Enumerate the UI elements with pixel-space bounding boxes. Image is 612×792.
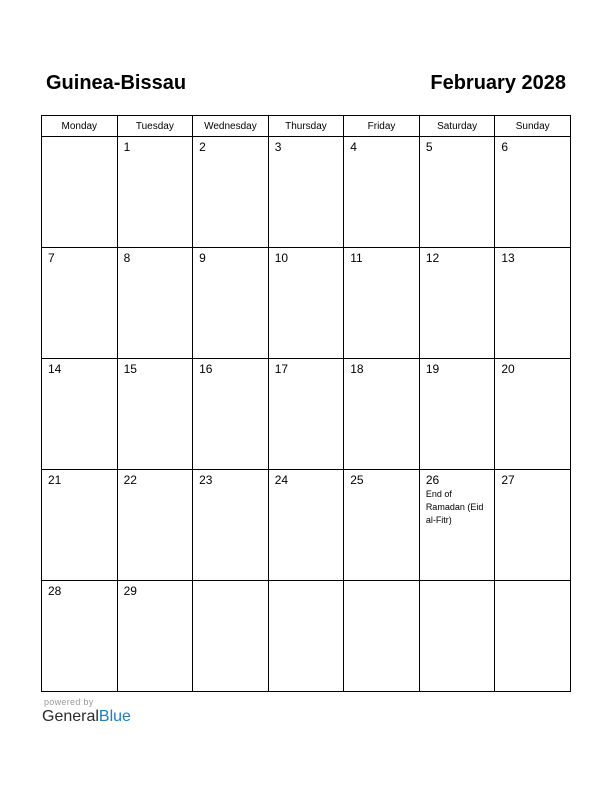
weekday-header: Thursday bbox=[268, 116, 344, 137]
generalblue-logo[interactable] bbox=[42, 708, 131, 726]
day-cell bbox=[344, 470, 420, 581]
weekday-header: Friday bbox=[344, 116, 420, 137]
day-number: 2 bbox=[199, 140, 206, 154]
day-number: 26 bbox=[425, 473, 440, 487]
day-cell bbox=[268, 581, 344, 692]
day-cell bbox=[117, 581, 193, 692]
week-row bbox=[42, 137, 571, 248]
day-number: 10 bbox=[274, 251, 289, 265]
day-cell bbox=[42, 137, 118, 248]
day-number: 3 bbox=[274, 140, 282, 154]
day-number bbox=[42, 137, 117, 140]
day-cell bbox=[117, 137, 193, 248]
day-number: 17 bbox=[274, 362, 289, 376]
day-number: 22 bbox=[123, 473, 137, 487]
day-number: 28 bbox=[48, 584, 62, 598]
weekday-header: Tuesday bbox=[117, 116, 193, 137]
week-row bbox=[42, 248, 571, 359]
day-number: 24 bbox=[274, 473, 289, 487]
powered-by-label: powered by bbox=[44, 697, 94, 707]
day-cell bbox=[344, 581, 420, 692]
day-number: 27 bbox=[501, 473, 515, 487]
day-cell bbox=[268, 248, 344, 359]
day-cell bbox=[495, 137, 571, 248]
day-cell bbox=[344, 137, 420, 248]
calendar-grid bbox=[41, 115, 571, 692]
day-cell bbox=[419, 470, 495, 581]
day-number: 7 bbox=[48, 251, 55, 265]
day-number: 15 bbox=[123, 362, 137, 376]
day-cell bbox=[117, 248, 193, 359]
day-cell bbox=[42, 248, 118, 359]
day-number: 4 bbox=[350, 140, 357, 154]
day-cell bbox=[193, 137, 269, 248]
day-number: 1 bbox=[123, 140, 131, 154]
day-cell bbox=[419, 581, 495, 692]
day-cell bbox=[495, 359, 571, 470]
day-number: 19 bbox=[425, 362, 440, 376]
day-cell bbox=[495, 470, 571, 581]
weekday-header: Sunday bbox=[495, 116, 571, 137]
holiday-event: End of Ramadan (Eid al-Fitr) bbox=[425, 489, 484, 525]
day-number: 25 bbox=[350, 473, 364, 487]
day-number: 12 bbox=[425, 251, 440, 265]
day-number: 11 bbox=[350, 251, 363, 265]
month-year-title: February 2028 bbox=[430, 72, 566, 94]
weekday-header-row bbox=[42, 116, 571, 137]
day-cell bbox=[193, 581, 269, 692]
day-number: 23 bbox=[199, 473, 213, 487]
day-cell bbox=[495, 248, 571, 359]
day-number bbox=[495, 581, 570, 584]
day-cell bbox=[193, 359, 269, 470]
weekday-header: Monday bbox=[42, 116, 118, 137]
day-cell bbox=[268, 359, 344, 470]
week-row bbox=[42, 359, 571, 470]
day-cell bbox=[117, 470, 193, 581]
day-number: 16 bbox=[199, 362, 213, 376]
day-cell bbox=[419, 248, 495, 359]
day-number: 21 bbox=[48, 473, 62, 487]
day-number bbox=[193, 581, 268, 584]
day-cell bbox=[42, 470, 118, 581]
day-number: 13 bbox=[501, 251, 515, 265]
day-cell bbox=[193, 470, 269, 581]
weekday-header: Wednesday bbox=[193, 116, 269, 137]
footer-branding bbox=[42, 697, 131, 726]
day-number: 6 bbox=[501, 140, 509, 154]
day-number: 20 bbox=[501, 362, 515, 376]
day-cell bbox=[495, 581, 571, 692]
day-cell bbox=[193, 248, 269, 359]
day-number: 18 bbox=[350, 362, 364, 376]
day-cell bbox=[268, 137, 344, 248]
day-cell bbox=[419, 359, 495, 470]
brand-blue-text: Blue bbox=[98, 708, 131, 725]
day-number: 8 bbox=[123, 251, 131, 265]
week-row bbox=[42, 581, 571, 692]
day-cell bbox=[42, 359, 118, 470]
week-row bbox=[42, 470, 571, 581]
weekday-header: Saturday bbox=[419, 116, 495, 137]
day-cell bbox=[42, 581, 118, 692]
day-number: 29 bbox=[123, 584, 137, 598]
brand-general-text: General bbox=[42, 708, 99, 725]
day-cell bbox=[419, 137, 495, 248]
day-cell bbox=[117, 359, 193, 470]
day-number bbox=[420, 581, 495, 584]
day-number bbox=[344, 581, 419, 584]
day-cell bbox=[268, 470, 344, 581]
day-number: 14 bbox=[48, 362, 62, 376]
day-cell bbox=[344, 359, 420, 470]
day-number: 5 bbox=[425, 140, 433, 154]
day-cell bbox=[344, 248, 420, 359]
country-title: Guinea-Bissau bbox=[46, 72, 187, 94]
day-number: 9 bbox=[199, 251, 206, 265]
day-number bbox=[269, 581, 344, 584]
